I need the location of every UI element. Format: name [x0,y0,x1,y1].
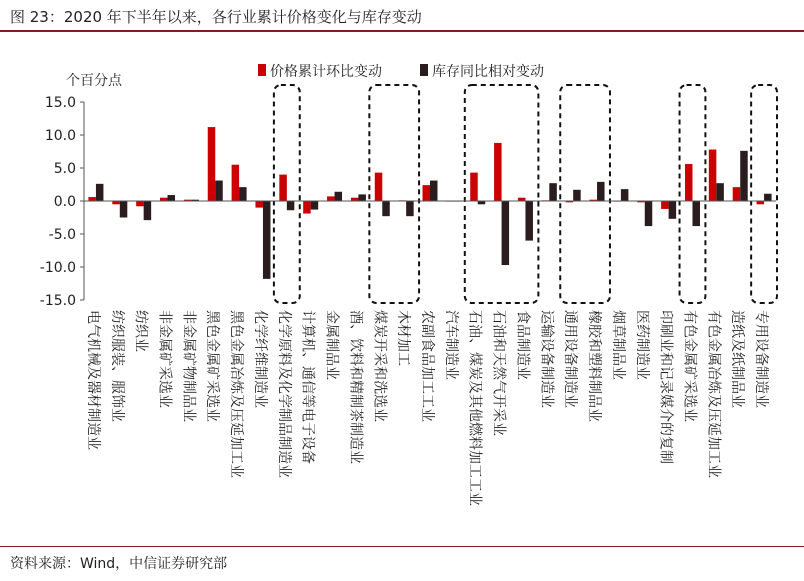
x-category-label: 印刷业和记录媒介的复制 [657,310,674,464]
x-category-label: 汽车制造业 [442,310,459,380]
y-tick-label: -10.0 [39,260,76,276]
x-category-label: 石油和天然气开采业 [490,310,507,436]
bar-inventory-change [692,201,700,226]
bar-price-change [279,175,287,201]
y-tick-label: -5.0 [48,227,76,243]
x-category-label: 化学纤维制造业 [251,310,268,408]
y-tick-label: 10.0 [44,128,76,144]
axis-layer [40,72,776,309]
legend-swatch [258,64,266,76]
bar-inventory-change [215,181,223,201]
x-category-label: 黑色金属冶炼及压延加工业 [228,310,245,478]
y-tick-label: 5.0 [53,161,76,177]
legend-label: 库存同比相对变动 [432,64,544,80]
legend-swatch [420,64,428,76]
x-category-label: 黑色金属矿采选业 [204,310,221,422]
bar-price-change [470,173,478,201]
bar-inventory-change [430,181,438,201]
bar-price-change [208,127,216,201]
bar-inventory-change [263,201,271,279]
bar-price-change [733,187,741,201]
bar-inventory-change [382,201,390,216]
x-category-label: 农副食品加工工业 [419,310,435,422]
x-category-label: 运输设备制造业 [538,310,555,408]
x-category-label: 纺织业 [132,310,149,352]
bar-price-change [303,201,311,214]
bar-inventory-change [525,201,533,241]
x-category-label: 通用设备制造业 [562,310,579,408]
bar-inventory-change [168,195,176,201]
bar-inventory-change [239,187,247,201]
bar-inventory-change [335,192,343,201]
bar-price-change [327,196,335,201]
x-category-label: 造纸及纸制品业 [729,310,746,408]
x-category-label: 食品制造业 [514,310,531,380]
bar-inventory-change [621,189,629,201]
x-category-label: 木材加工 [395,310,412,366]
bar-price-change [494,143,502,201]
bar-price-change [423,185,431,201]
x-category-label: 石油、煤炭及其他燃料加工工业 [466,310,483,506]
bar-inventory-change [716,183,724,201]
x-category-label: 有色金属冶炼及压延加工业 [705,310,722,478]
x-category-label: 煤炭开采和洗选业 [371,310,388,422]
bar-layer [88,127,771,279]
bar-inventory-change [287,201,295,210]
bar-price-change [685,164,693,201]
x-category-label: 非金属矿物制品业 [180,310,197,422]
legend [258,63,544,80]
x-category-label: 纺织服装、服饰业 [108,310,125,422]
y-tick-label: 15.0 [44,95,76,111]
x-category-label: 橡胶和塑料制品业 [586,310,603,422]
bar-inventory-change [502,201,510,265]
x-category-label: 非金属矿采选业 [156,310,173,408]
x-category-label: 专用设备制造业 [753,310,770,408]
bar-inventory-change [311,201,319,210]
bar-price-change [661,201,669,209]
y-tick-label: 0.0 [53,194,76,210]
x-category-label: 电气机械及器材制造业 [84,310,101,450]
label-layer [85,310,770,506]
bar-inventory-change [597,182,605,201]
y-axis-unit-label: 个百分点 [66,73,122,89]
figure-title: 图 23：2020 年下半年以来，各行业累计价格变化与库存变动 [10,8,422,26]
bar-inventory-change [120,201,128,218]
source-note: 资料来源：Wind，中信证券研究部 [10,556,228,572]
x-category-label: 酒、饮料和精制茶制造业 [347,310,364,464]
bar-price-change [232,165,240,201]
x-category-label: 计算机、通信等电子设备 [299,310,316,464]
x-category-label: 有色金属矿采选业 [681,310,698,422]
bar-price-change [136,201,144,206]
bar-inventory-change [573,190,581,201]
bar-price-change [709,150,717,201]
bar-inventory-change [406,201,414,216]
bar-inventory-change [144,201,152,220]
x-category-label: 化学原料及化学制品制造业 [275,310,292,478]
y-tick-label: -15.0 [39,293,76,309]
footer-divider [0,546,804,547]
bar-price-change [88,197,96,201]
x-category-label: 烟草制品业 [609,310,626,380]
x-category-label: 医药制造业 [633,310,650,380]
bar-inventory-change [358,194,366,201]
bar-inventory-change [549,183,557,201]
legend-label: 价格累计环比变动 [270,64,382,80]
bar-inventory-change [96,184,104,201]
highlight-layer [274,85,777,303]
bar-price-change [375,173,383,201]
bar-inventory-change [669,201,677,219]
bar-inventory-change [740,151,748,201]
bar-inventory-change [764,194,772,201]
x-category-label: 金属制品业 [323,310,340,380]
bar-price-change [255,201,263,208]
bar-inventory-change [645,201,653,226]
